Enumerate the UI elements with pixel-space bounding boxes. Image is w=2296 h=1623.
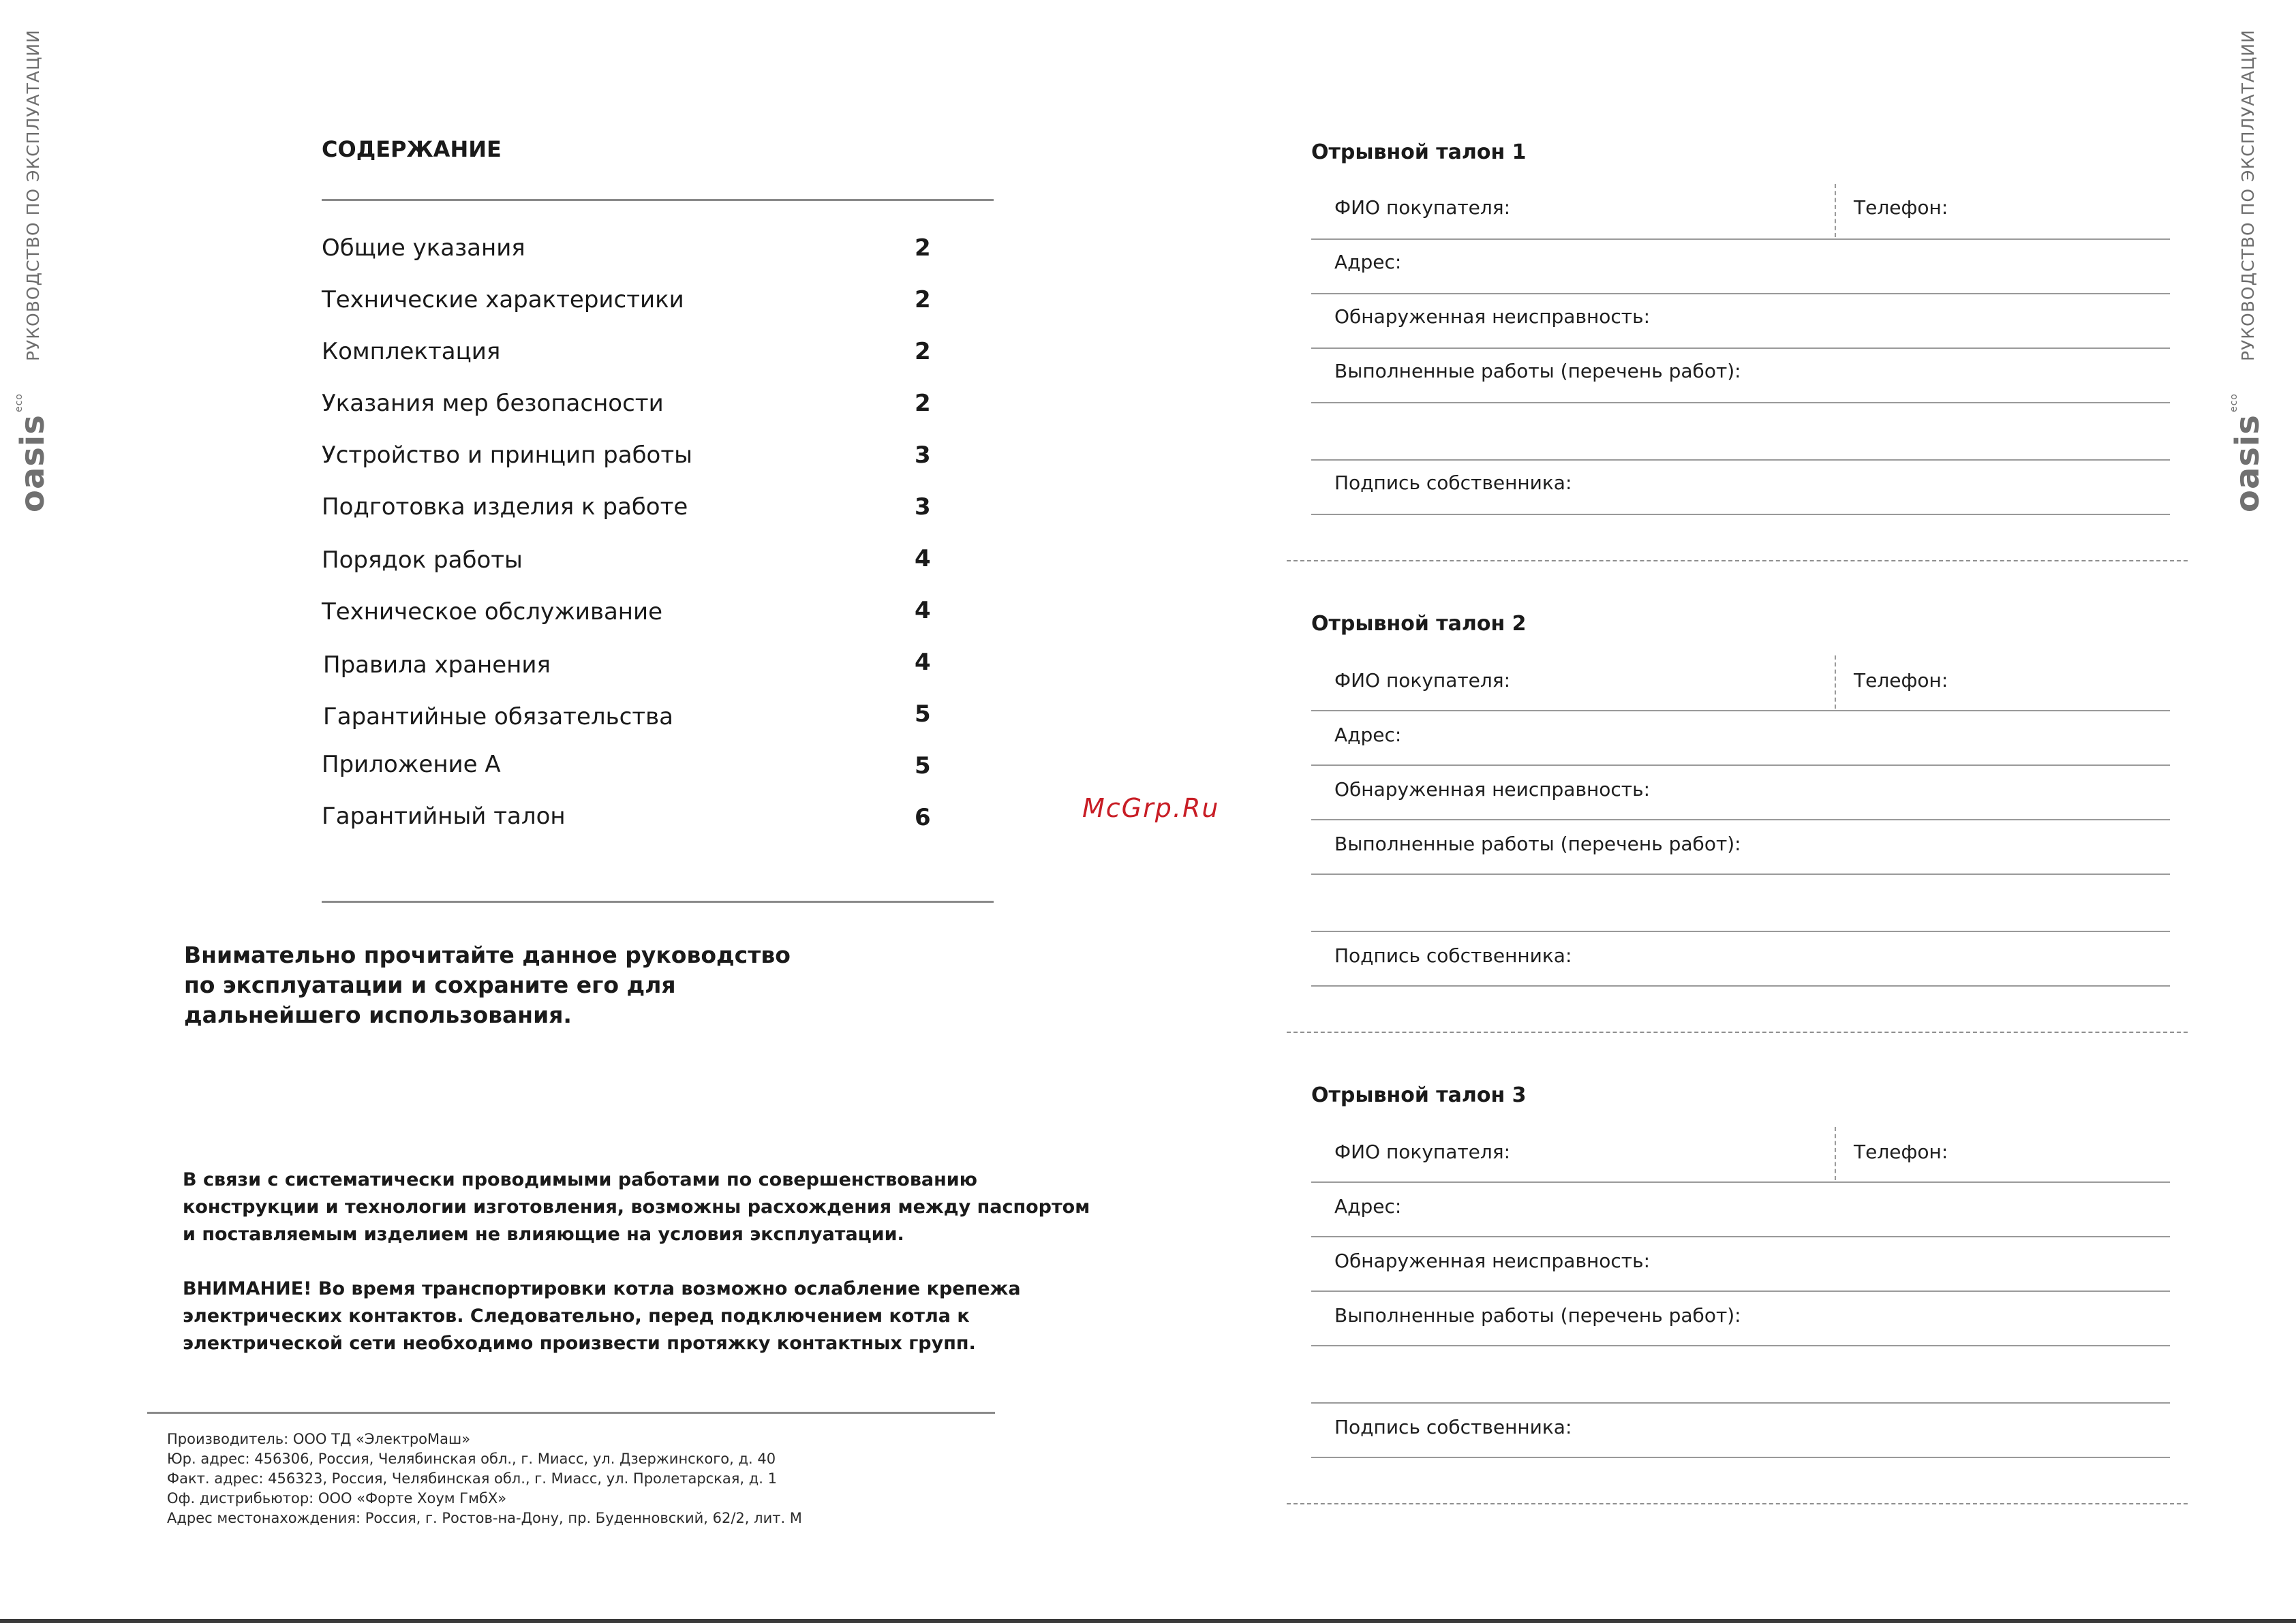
toc-item-label[interactable]: Гарантийный талон [322, 803, 566, 830]
coupon-title: Отрывной талон 1 [1311, 140, 1527, 164]
field-rule [1311, 985, 2170, 987]
toc-item-page: 2 [915, 390, 931, 417]
left-brand-sup: eco [14, 393, 25, 413]
toc-item-page: 2 [915, 234, 931, 262]
manufacturer-distributor: Оф. дистрибьютор: ООО «Форте Хоум ГмбХ» [167, 1490, 507, 1506]
footer-rule [147, 1412, 995, 1414]
field-rule [1311, 238, 2170, 240]
field-rule [1311, 1290, 2170, 1292]
manufacturer-info [167, 1429, 802, 1528]
toc-item-label[interactable]: Порядок работы [322, 546, 523, 574]
field-rule [1311, 931, 2170, 932]
read-carefully-notice: Внимательно прочитайте данное руководство по эксплуатации и сохраните его для дальнейшего использования. [184, 942, 791, 1028]
address-field[interactable]: Адрес: [1334, 724, 1402, 746]
field-divider [1835, 1127, 1836, 1180]
field-rule [1311, 1402, 2170, 1404]
toc-item-page: 5 [915, 700, 931, 728]
works-field[interactable]: Выполненные работы (перечень работ): [1334, 1304, 1741, 1327]
cut-line [1287, 1032, 2188, 1033]
toc-item-page: 2 [915, 286, 931, 313]
signature-field[interactable]: Подпись собственника: [1334, 472, 1572, 494]
toc-bottom-rule [322, 901, 994, 903]
manufacturer-producer: Производитель: ООО ТД «ЭлектроМаш» [167, 1431, 471, 1447]
field-rule [1311, 514, 2170, 515]
field-rule [1311, 402, 2170, 403]
toc-item-page: 3 [915, 442, 931, 469]
right-brand-sup: eco [2229, 393, 2239, 413]
transport-warning: ВНИМАНИЕ! Во время транспортировки котла возможно ослабление крепежа электрических контактов. Следовательно, перед подключением котла к электрической сети необходимо произвести протяжку контактных групп. [183, 1278, 1021, 1354]
watermark: McGrp.Ru [1082, 793, 1220, 823]
field-rule [1311, 347, 2170, 349]
cut-line [1287, 1503, 2188, 1504]
field-rule [1311, 710, 2170, 711]
manufacturer-actual-address: Факт. адрес: 456323, Россия, Челябинская обл., г. Миасс, ул. Пролетарская, д. 1 [167, 1470, 777, 1487]
toc-item-label[interactable]: Технические характеристики [322, 286, 684, 313]
discrepancy-notice: В связи с систематически проводимыми работами по совершенствованию конструкции и технологии изготовления, возможны расхождения между паспортом и поставляемым изделием не влияющие на условия эксплуатации. [183, 1169, 1090, 1245]
right-brand-text: oasis [2229, 414, 2267, 512]
field-rule [1311, 874, 2170, 875]
field-divider [1835, 184, 1836, 237]
toc-item-page: 5 [915, 752, 931, 779]
fault-field[interactable]: Обнаруженная неисправность: [1334, 778, 1651, 801]
address-field[interactable]: Адрес: [1334, 1195, 1402, 1218]
buyer-name-field[interactable]: ФИО покупателя: [1334, 196, 1511, 219]
works-field[interactable]: Выполненные работы (перечень работ): [1334, 833, 1741, 855]
field-rule [1311, 1181, 2170, 1183]
toc-item-label[interactable]: Подготовка изделия к работе [322, 493, 688, 521]
buyer-name-field[interactable]: ФИО покупателя: [1334, 669, 1511, 692]
toc-item-label[interactable]: Общие указания [322, 234, 525, 262]
field-rule [1311, 1345, 2170, 1346]
toc-item-page: 2 [915, 338, 931, 365]
fault-field[interactable]: Обнаруженная неисправность: [1334, 305, 1651, 328]
buyer-name-field[interactable]: ФИО покупателя: [1334, 1141, 1511, 1163]
toc-item-label[interactable]: Правила хранения [323, 651, 551, 679]
page-bottom-edge [0, 1619, 2296, 1623]
left-side-title: РУКОВОДСТВО ПО ЭКСПЛУАТАЦИИ [23, 29, 43, 361]
field-rule [1311, 764, 2170, 766]
toc-item-page: 4 [915, 597, 931, 624]
field-rule [1311, 819, 2170, 820]
address-field[interactable]: Адрес: [1334, 251, 1402, 273]
signature-field[interactable]: Подпись собственника: [1334, 1416, 1572, 1438]
toc-item-page: 4 [915, 545, 931, 572]
coupon-title: Отрывной талон 2 [1311, 612, 1527, 636]
left-brand-text: oasis [14, 414, 52, 512]
toc-item-label[interactable]: Комплектация [322, 338, 501, 365]
right-brand-logo [2229, 393, 2267, 512]
toc-item-label[interactable]: Указания мер безопасности [322, 390, 664, 417]
coupon-title: Отрывной талон 3 [1311, 1083, 1527, 1107]
fault-field[interactable]: Обнаруженная неисправность: [1334, 1250, 1651, 1272]
toc-item-label[interactable]: Устройство и принцип работы [322, 442, 692, 469]
toc-item-page: 6 [915, 804, 931, 831]
toc-top-rule [322, 199, 994, 201]
toc-item-label[interactable]: Гарантийные обязательства [323, 703, 674, 730]
phone-field[interactable]: Телефон: [1854, 1141, 1948, 1163]
signature-field[interactable]: Подпись собственника: [1334, 944, 1572, 967]
phone-field[interactable]: Телефон: [1854, 196, 1948, 219]
field-rule [1311, 1236, 2170, 1237]
cut-line [1287, 560, 2188, 561]
toc-title: СОДЕРЖАНИЕ [322, 136, 502, 162]
toc-item-page: 3 [915, 493, 931, 521]
right-side-title: РУКОВОДСТВО ПО ЭКСПЛУАТАЦИИ [2238, 29, 2258, 361]
toc-item-label[interactable]: Приложение А [322, 751, 501, 778]
toc-item-page: 4 [915, 649, 931, 676]
toc-item-label[interactable]: Техническое обслуживание [322, 598, 663, 625]
manufacturer-legal-address: Юр. адрес: 456306, Россия, Челябинская обл., г. Миасс, ул. Дзержинского, д. 40 [167, 1451, 776, 1467]
works-field[interactable]: Выполненные работы (перечень работ): [1334, 360, 1741, 382]
field-rule [1311, 293, 2170, 294]
phone-field[interactable]: Телефон: [1854, 669, 1948, 692]
field-rule [1311, 459, 2170, 461]
field-rule [1311, 1457, 2170, 1458]
field-divider [1835, 655, 1836, 709]
manufacturer-location: Адрес местонахождения: Россия, г. Ростов-на-Дону, пр. Буденновский, 62/2, лит. М [167, 1510, 802, 1526]
left-brand-logo [14, 393, 52, 512]
